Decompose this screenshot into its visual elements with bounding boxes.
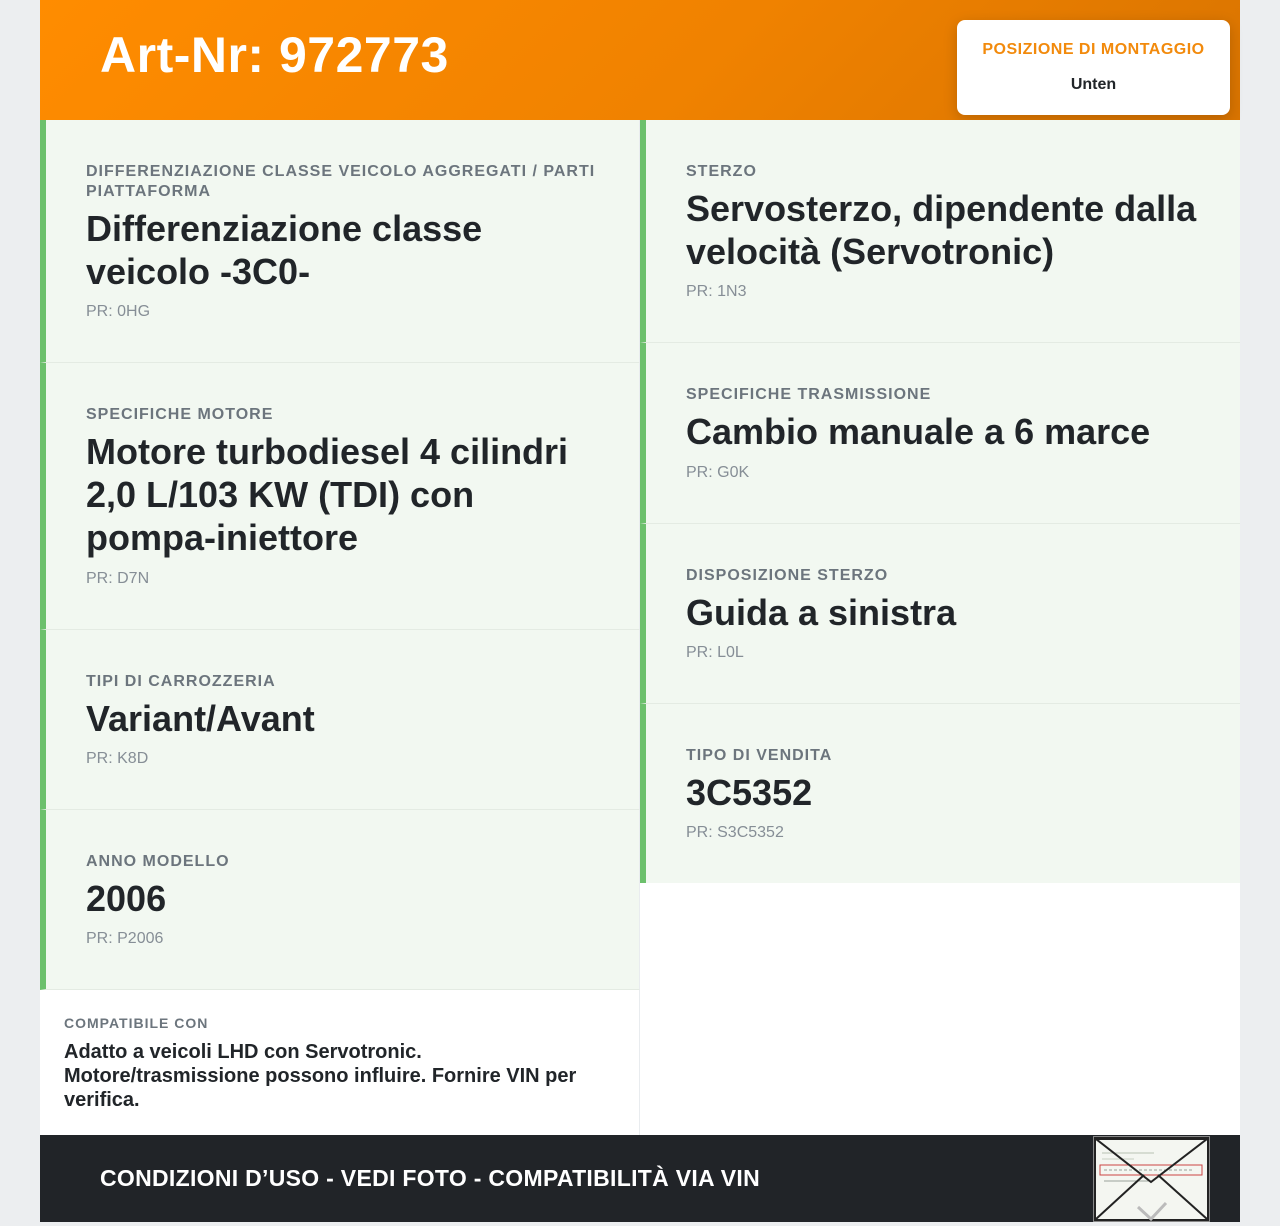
article-sheet xyxy=(40,0,1240,1222)
footer-bar xyxy=(40,1135,1240,1222)
spec-label: STERZO xyxy=(686,163,757,180)
compatibility-label: COMPATIBILE CON xyxy=(64,1015,209,1031)
spec-pr-code: PR: S3C5352 xyxy=(686,824,784,841)
spec-value: Servosterzo, dipendente dalla velocità (Servotronic) xyxy=(686,188,1197,272)
spec-label: TIPI DI CARROZZERIA xyxy=(86,673,276,690)
article-number-title: Art-Nr: 972773 xyxy=(100,27,449,83)
spec-value: Differenziazione classe veicolo -3C0- xyxy=(86,208,483,292)
spec-pr-code: PR: D7N xyxy=(86,570,150,587)
spec-pr-code: PR: P2006 xyxy=(86,930,164,947)
spec-cell-steering-side xyxy=(640,524,1240,704)
spec-value: Motore turbodiesel 4 cilindri 2,0 L/103 KW (TDI) con pompa-iniettore xyxy=(86,431,569,558)
spec-value: Variant/Avant xyxy=(86,698,315,739)
mounting-position-card xyxy=(957,20,1230,115)
spec-label: TIPO DI VENDITA xyxy=(686,747,833,764)
spec-value: 2006 xyxy=(86,878,167,919)
spec-label: DIFFERENZIAZIONE CLASSE VEICOLO AGGREGATI / PARTI PIATTAFORMA xyxy=(86,163,596,200)
spec-cell-body-type xyxy=(40,630,640,810)
spec-pr-code: PR: G0K xyxy=(686,464,750,481)
photo-thumbnail-icon[interactable] xyxy=(1093,1136,1210,1222)
spec-cell-model-year xyxy=(40,810,640,990)
spec-cell-transmission xyxy=(640,343,1240,524)
spec-cell-sale-type xyxy=(640,704,1240,883)
spec-pr-code: PR: L0L xyxy=(686,644,744,661)
spec-cell-platform xyxy=(40,120,640,363)
compatibility-section xyxy=(40,990,640,1135)
spec-label: ANNO MODELLO xyxy=(86,853,230,870)
mounting-position-value: Unten xyxy=(1070,76,1117,93)
spec-column-right xyxy=(640,120,1240,883)
spec-value: Guida a sinistra xyxy=(686,592,957,633)
spec-label: DISPOSIZIONE STERZO xyxy=(686,567,889,584)
spec-pr-code: PR: 1N3 xyxy=(686,283,747,300)
spec-label: SPECIFICHE TRASMISSIONE xyxy=(686,386,932,403)
spec-column-left xyxy=(40,120,640,990)
spec-label: SPECIFICHE MOTORE xyxy=(86,406,274,423)
spec-value: Cambio manuale a 6 marce xyxy=(686,411,1151,452)
spec-value: 3C5352 xyxy=(686,772,813,813)
spec-cell-steering xyxy=(640,120,1240,343)
spec-pr-code: PR: K8D xyxy=(86,750,149,767)
spec-pr-code: PR: 0HG xyxy=(86,303,151,320)
mounting-position-label: POSIZIONE DI MONTAGGIO xyxy=(982,41,1205,58)
compatibility-text: Adatto a veicoli LHD con Servotronic. Motore/trasmissione possono influire. Fornire VIN per verifica. xyxy=(64,1041,577,1111)
footer-terms-text: CONDIZIONI D’USO - VEDI FOTO - COMPATIBILITÀ VIA VIN xyxy=(100,1165,761,1191)
spec-cell-engine xyxy=(40,363,640,630)
article-header xyxy=(40,0,1240,120)
